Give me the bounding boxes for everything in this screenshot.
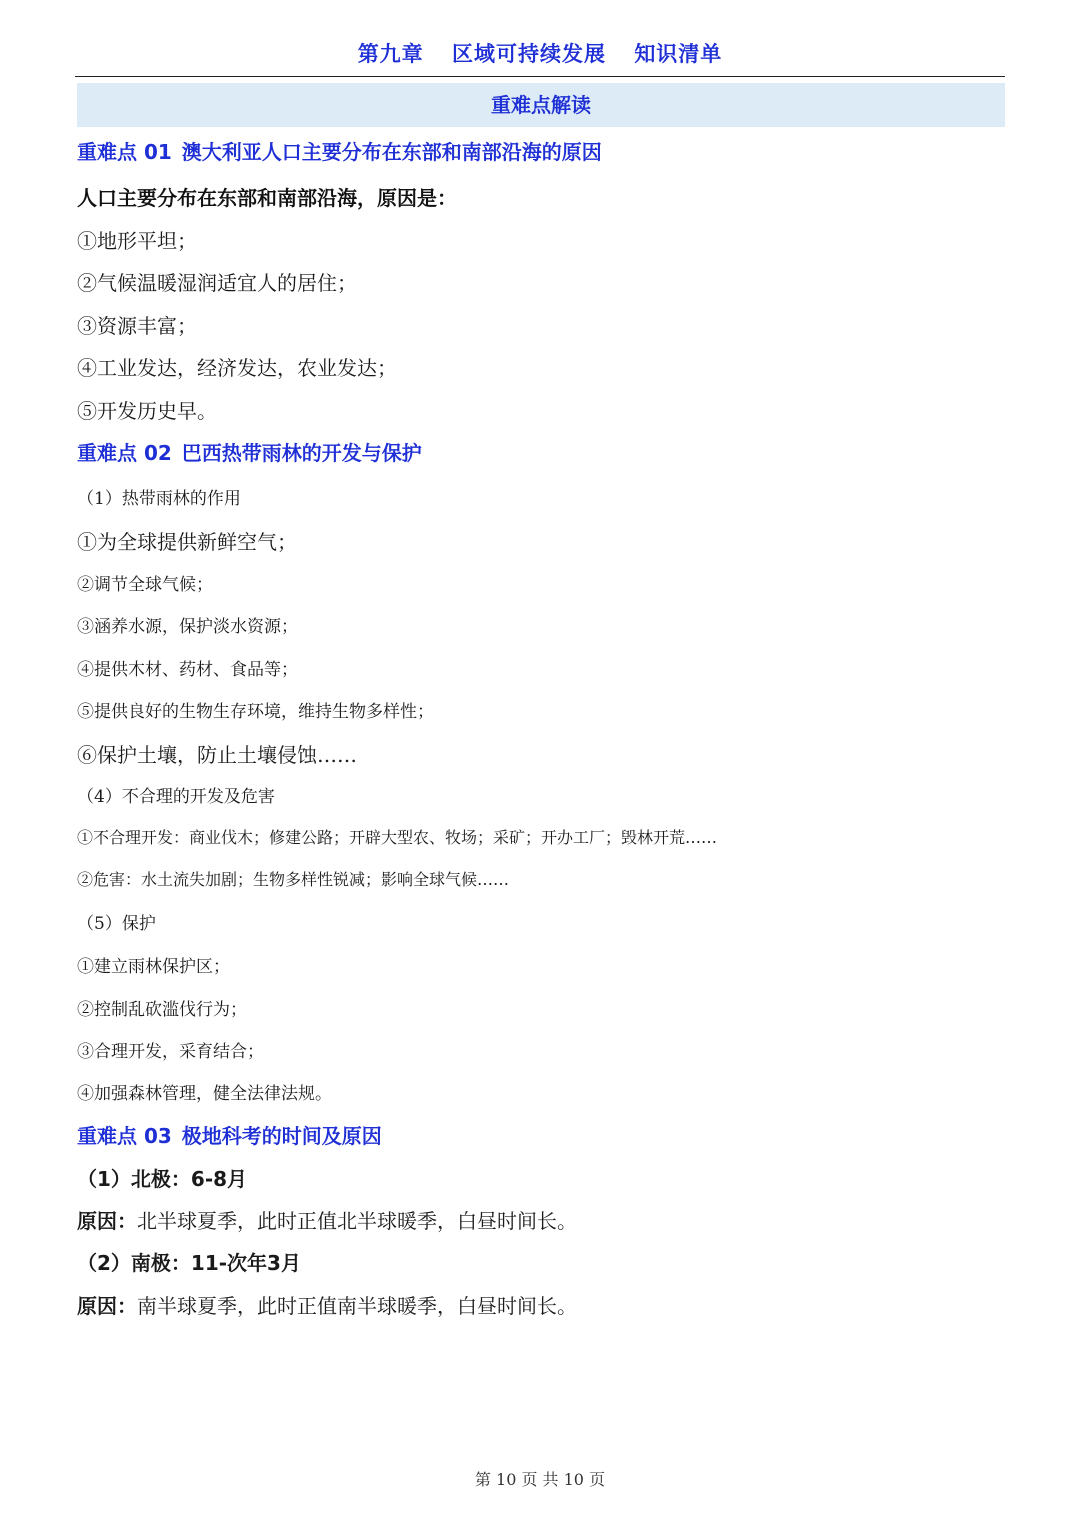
south-pole-label: （2）南极：11-次年3月	[77, 1251, 301, 1275]
list-item: ④提供木材、药材、食品等；	[77, 660, 298, 680]
list-item: ⑤开发历史早。	[77, 399, 217, 423]
list-item: ①不合理开发：商业伐木；修建公路；开辟大型农、牧场；采矿；开办工厂；毁林开荒……	[77, 828, 718, 847]
header-divider	[75, 76, 1005, 77]
subsection-heading: （5）保护	[77, 914, 156, 934]
list-item: ⑥保护土壤，防止土壤侵蚀……	[77, 743, 357, 767]
list-item: ①建立雨林保护区；	[77, 957, 230, 977]
section-title: 极地科考的时间及原因	[181, 1124, 382, 1148]
north-pole-reason	[77, 1205, 577, 1234]
section-title: 巴西热带雨林的开发与保护	[181, 441, 422, 465]
page-header	[0, 38, 1080, 68]
list-item: ①地形平坦；	[77, 229, 197, 253]
section-heading-02	[77, 437, 422, 466]
section-intro: 人口主要分布在东部和南部沿海，原因是：	[77, 186, 457, 210]
section-number: 重难点 03	[77, 1124, 172, 1148]
subsection-heading: （4）不合理的开发及危害	[77, 787, 275, 807]
list-item: ②危害：水土流失加剧；生物多样性锐减；影响全球气候……	[77, 870, 510, 889]
list-item: ①为全球提供新鲜空气；	[77, 530, 297, 554]
list-item: ④加强森林管理，健全法律法规。	[77, 1084, 332, 1104]
section-heading-01	[77, 136, 602, 165]
list-item: ③资源丰富；	[77, 314, 197, 338]
list-item: ②调节全球气候；	[77, 575, 213, 595]
reason-label: 原因：	[77, 1209, 137, 1233]
section-band-title: 重难点解读	[77, 83, 1005, 127]
header-topic: 区域可持续发展	[452, 42, 606, 66]
north-pole-label: （1）北极：6-8月	[77, 1167, 248, 1191]
header-chapter: 第九章	[357, 42, 424, 66]
section-title: 澳大利亚人口主要分布在东部和南部沿海的原因	[181, 140, 602, 164]
list-item: ③合理开发，采育结合；	[77, 1042, 264, 1062]
list-item: ④工业发达，经济发达，农业发达；	[77, 356, 397, 380]
south-pole-reason	[77, 1290, 577, 1319]
list-item: ②气候温暖湿润适宜人的居住；	[77, 271, 357, 295]
list-item: ③涵养水源，保护淡水资源；	[77, 617, 298, 637]
header-doc-type: 知识清单	[634, 42, 723, 66]
section-heading-03	[77, 1120, 382, 1149]
page-footer: 第 10 页 共 10 页	[474, 1470, 606, 1489]
section-number: 重难点 02	[77, 441, 172, 465]
list-item: ⑤提供良好的生物生存环境，维持生物多样性；	[77, 702, 434, 722]
section-number: 重难点 01	[77, 140, 172, 164]
reason-text: 南半球夏季，此时正值南半球暖季，白昼时间长。	[137, 1294, 577, 1318]
reason-label: 原因：	[77, 1294, 137, 1318]
reason-text: 北半球夏季，此时正值北半球暖季，白昼时间长。	[137, 1209, 577, 1233]
subsection-heading: （1）热带雨林的作用	[77, 489, 241, 509]
list-item: ②控制乱砍滥伐行为；	[77, 1000, 247, 1020]
